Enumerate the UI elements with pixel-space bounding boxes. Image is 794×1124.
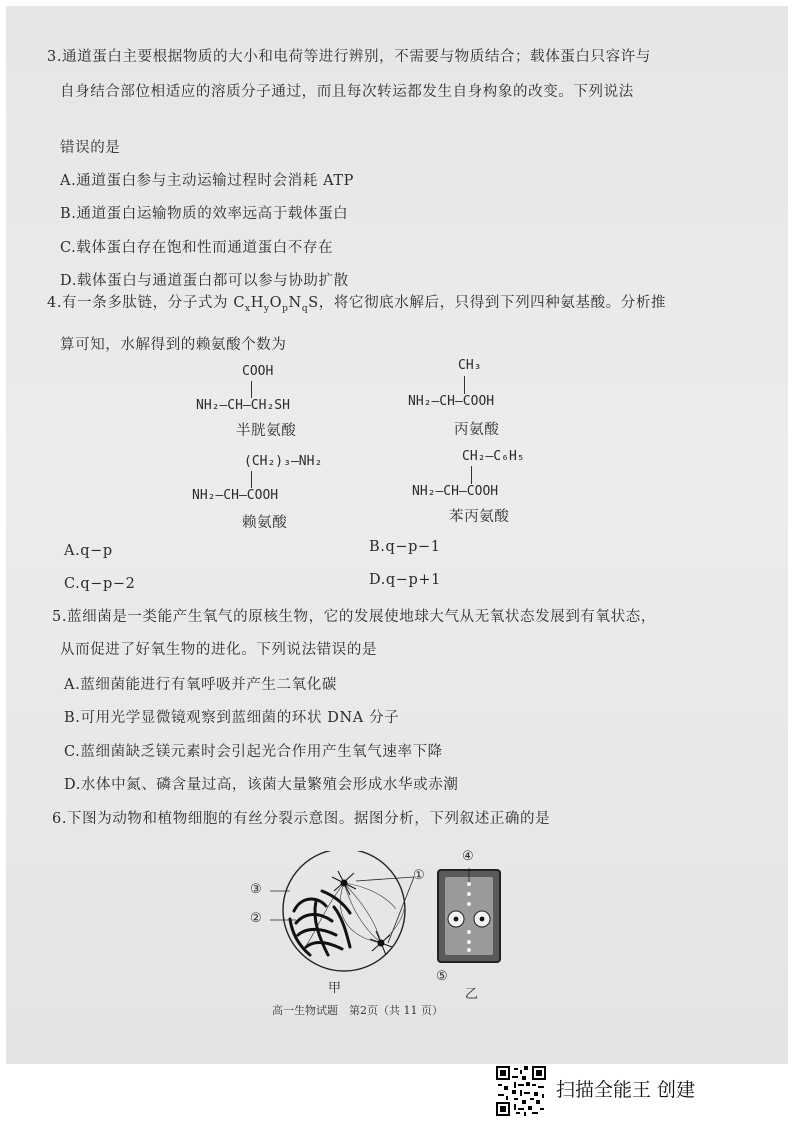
q5-option-a: A.蓝细菌能进行有氧呼吸并产生二氧化碳 [64,677,337,693]
label-4: ④ [462,849,475,864]
cys-top-group: COOH [242,364,274,379]
q5-option-c: C.蓝细菌缺乏镁元素时会引起光合作用产生氧气速率下降 [64,744,443,760]
q5-stem-line2: 从而促进了好氧生物的进化。下列说法错误的是 [60,642,378,658]
caption-jia: 甲 [328,981,342,996]
q5-option-d: D.水体中氮、磷含量过高，该菌大量繁殖会形成水华或赤潮 [64,777,459,793]
phe-main-chain: NH₂—CH—COOH [412,484,499,499]
lys-main-chain: NH₂—CH—COOH [192,488,279,503]
q4-stem-line1: 4.有一条多肽链，分子式为 $C_xH_yO_pN_qS$，将它彻底水解后，只得到下列四种氨基酸。分析推 [47,295,667,314]
page-footer: 高一生物试题 第2页（共 11 页） [272,1004,443,1017]
cys-name: 半胱氨酸 [236,423,297,439]
q3-option-b: B.通道蛋白运输物质的效率远高于载体蛋白 [60,206,349,222]
q5-stem-line1: 5.蓝细菌是一类能产生氧气的原核生物，它的发展使地球大气从无氧状态发展到有氧状态， [52,609,656,625]
label-5: ⑤ [436,969,449,984]
phe-bond [471,466,472,484]
animal-cell-diagram [246,851,436,976]
q3-stem-line2: 自身结合部位相适应的溶质分子通过，而且每次转运都发生自身构象的改变。下列说法 [60,84,634,100]
q3-stem-line3: 错误的是 [60,140,121,156]
q3-option-d: D.载体蛋白与通道蛋白都可以参与协助扩散 [60,273,349,289]
label-3: ③ [250,882,263,897]
scanned-page [6,6,788,1064]
lys-name: 赖氨酸 [242,515,288,531]
ala-name: 丙氨酸 [454,422,500,438]
lys-bond [251,471,252,488]
lys-top-group: (CH₂)₃—NH₂ [244,454,323,469]
q3-option-c: C.载体蛋白存在饱和性而通道蛋白不存在 [60,240,334,256]
label-2: ② [250,911,263,926]
q4-option-a: A.q−p [64,543,113,559]
q3-stem-line1: 3.通道蛋白主要根据物质的大小和电荷等进行辨别，不需要与物质结合；载体蛋白只容许与 [47,49,651,65]
cys-main-chain: NH₂—CH—CH₂SH [196,398,290,413]
q4-option-d: D.q−p+1 [369,572,442,588]
cys-bond [251,381,252,398]
scanner-app-brand: 扫描全能王 创建 [556,1079,696,1101]
qr-code-icon [496,1066,546,1116]
ala-top-group: CH₃ [458,358,482,373]
label-1: ① [413,868,426,883]
phe-top-group: CH₂—C₆H₅ [462,449,525,464]
plant-cell-diagram [434,868,504,964]
caption-yi: 乙 [465,987,479,1002]
q4-option-b: B.q−p−1 [369,539,441,555]
q3-option-a: A.通道蛋白参与主动运输过程时会消耗 ATP [60,173,354,189]
q5-option-b: B.可用光学显微镜观察到蓝细菌的环状 DNA 分子 [64,710,400,726]
ala-bond [464,376,465,394]
ala-main-chain: NH₂—CH—COOH [408,394,495,409]
q6-stem: 6.下图为动物和植物细胞的有丝分裂示意图。据图分析，下列叙述正确的是 [52,811,551,827]
q4-option-c: C.q−p−2 [64,576,136,592]
phe-name: 苯丙氨酸 [449,509,510,525]
q4-stem-line2: 算可知，水解得到的赖氨酸个数为 [60,337,287,353]
